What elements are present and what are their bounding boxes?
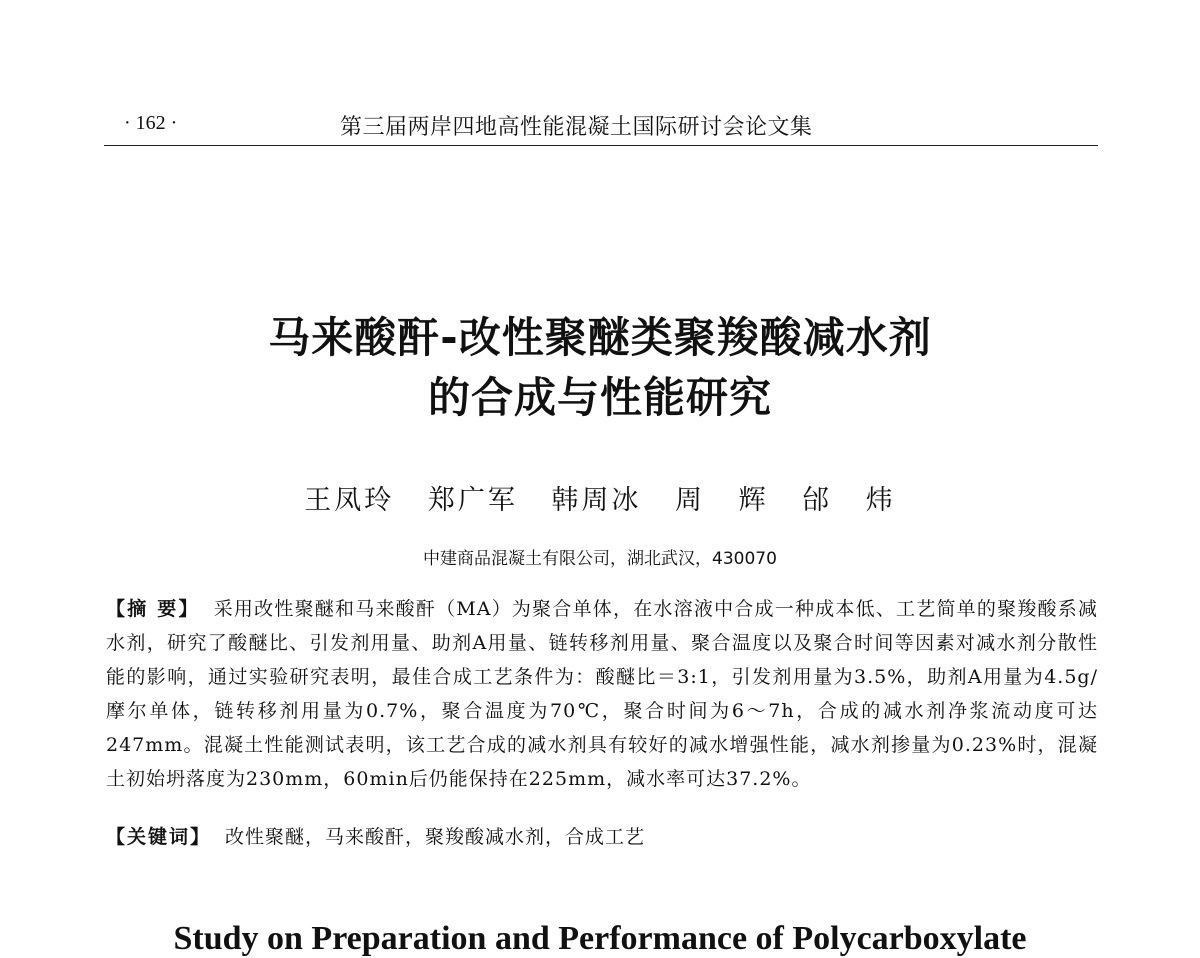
abstract-text: 采用改性聚醚和马来酸酐（MA）为聚合单体，在水溶液中合成一种成本低、工艺简单的聚羧酸系减水剂，研究了酸醚比、引发剂用量、助剂A用量、链转移剂用量、聚合温度以及聚合时间等因素对减水剂分散性能的影响，通过实验研究表明，最佳合成工艺条件为：酸醚比＝3:1，引发剂用量为3.5%，助剂A用量为4.5g/摩尔单体，链转移剂用量为0.7%，聚合温度为70℃，聚合时间为6～7h，合成的减水剂净浆流动度可达247mm。混凝土性能测试表明，该工艺合成的减水剂具有较好的减水增强性能，减水剂掺量为0.23%时，混凝土初始坍落度为230mm，60min后仍能保持在225mm，减水率可达37.2%。 [106,598,1098,790]
author-list: 王凤玲 郑广军 韩周冰 周 辉 邰 炜 [304,485,896,516]
abstract-label: 【摘 要】 [106,598,200,620]
header-rule [104,145,1098,146]
keywords [106,822,1098,849]
english-title: Study on Preparation and Performance of Polycarboxylate [173,920,1027,957]
paper-title-line-1: 马来酸酐-改性聚醚类聚羧酸减水剂 [268,313,932,362]
journal-title: 第三届两岸四地高性能混凝土国际研讨会论文集 [340,115,813,140]
keywords-label: 【关键词】 [106,826,212,848]
abstract [106,592,1098,796]
keywords-text: 改性聚醚，马来酸酐，聚羧酸减水剂，合成工艺 [225,826,646,848]
page-number: · 162 · [124,112,178,134]
affiliation: 中建商品混凝土有限公司，湖北武汉，430070 [423,549,777,569]
paper-title [0,308,1200,428]
running-header [104,104,1098,144]
paper-title-line-2: 的合成与性能研究 [427,373,772,422]
